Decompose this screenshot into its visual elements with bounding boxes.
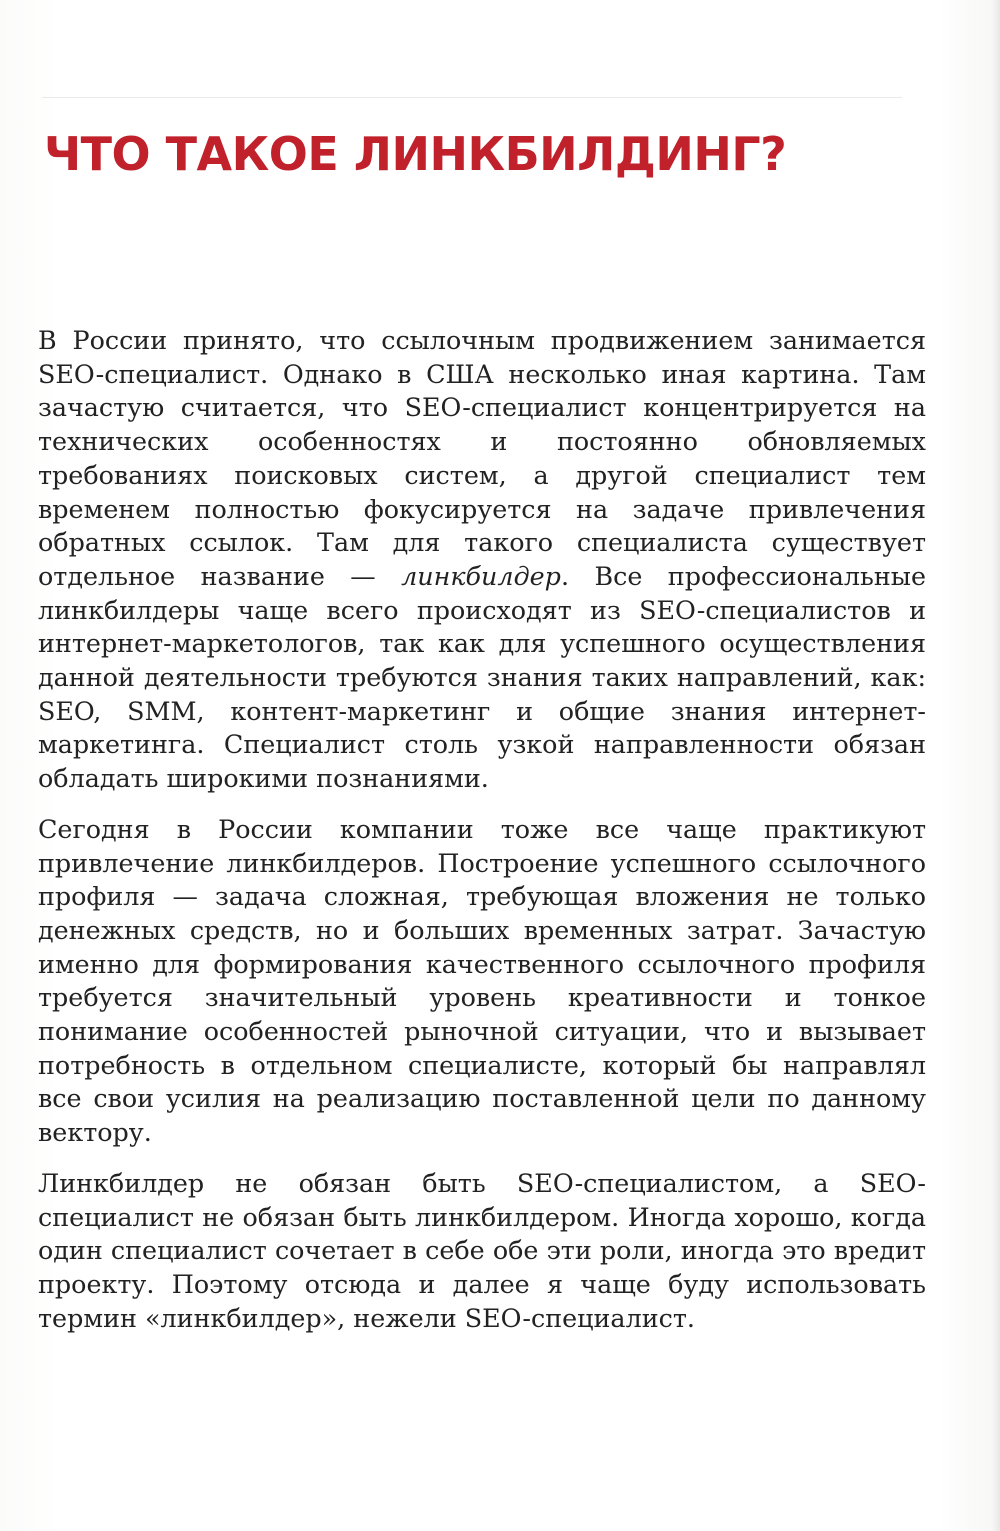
term-linkbuilder: линкбилдер — [401, 560, 561, 591]
chapter-title: ЧТО ТАКОЕ ЛИНКБИЛДИНГ? — [44, 127, 787, 181]
paragraph-1-text-start: В России принято, что ссылочным продвижением занимается SEO-специалист. Однако в США несколько иная картина. Там зачастую считается, что SEO-специалист концентрируется на технических особенностях и постоянно обновляемых требованиях поисковых систем, а другой специалист тем временем полностью фокусируется на задаче привлечения обратных ссылок. Там для такого специалиста существует отдельное название — — [38, 325, 926, 591]
paragraph-1-text-end: . Все профессиональные линкбилдеры чаще всего происходят из SEO-специалистов и интернет-маркетологов, так как для успешного осуществления данной деятельности требуются знания таких направлений, как: SEO, SMM, контент-маркетинг и общие знания интернет-маркетинга. Специалист столь узкой направленности обязан обладать широкими познаниями. — [38, 560, 926, 794]
paragraph-2: Сегодня в России компании тоже все чаще практикуют привлечение линкбилдеров. Построение успешного ссылочного профиля — задача сложная, требующая вложения не только денежных средств, но и больших временных затрат. Зачастую именно для формирования качественного ссылочного профиля требуется значительный уровень креативности и тонкое понимание особенностей рыночной ситуации, что и вызывает потребность в отдельном специалисте, который бы направлял все свои усилия на реализацию поставленной цели по данному вектору. — [38, 813, 926, 1148]
paragraph-1 — [38, 324, 926, 796]
body-text — [38, 324, 926, 1352]
paragraph-3: Линкбилдер не обязан быть SEO-специалистом, а SEO-специалист не обязан быть линкбилдером. Иногда хорошо, когда один специалист сочетает в себе обе эти роли, иногда это вредит проекту. Поэтому отсюда и далее я чаще буду использовать термин «линкбилдер», нежели SEO-специалист. — [38, 1167, 926, 1333]
header-rule — [42, 97, 902, 98]
page-edge-shadow — [992, 0, 1000, 1531]
